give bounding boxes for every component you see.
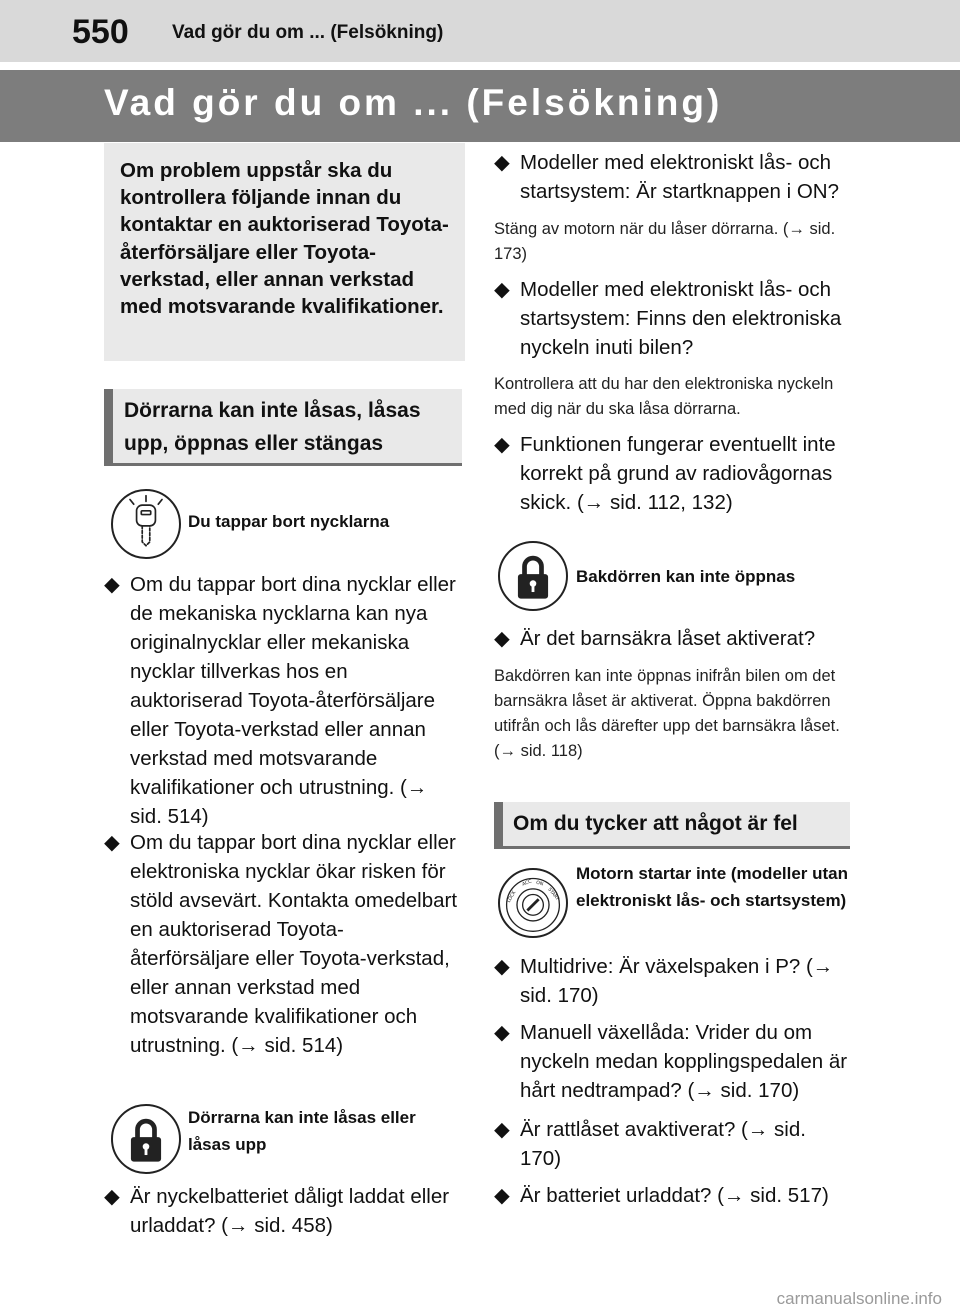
page-number: 550 <box>72 13 129 51</box>
bullet-diamond-icon: ◆ <box>494 1118 510 1141</box>
bullet-diamond-icon: ◆ <box>104 573 120 596</box>
note-text: Bakdörren kan inte öppnas inifrån bilen om det barnsäkra låset är aktiverat. Öppna bakdörren utifrån och lås därefter upp det barnsäkra låset. (→ sid. 118) <box>494 667 840 760</box>
page-header-bar <box>0 0 960 62</box>
bullet-diamond-icon: ◆ <box>494 627 510 650</box>
ignition-switch-icon <box>498 868 568 938</box>
bullet-diamond-icon: ◆ <box>494 1021 510 1044</box>
watermark: carmanualsonline.info <box>776 1289 942 1308</box>
bullet-diamond-icon: ◆ <box>494 1184 510 1207</box>
subsection-back-door-label: Bakdörren kan inte öppnas <box>576 567 796 586</box>
section-heading-doors <box>104 389 462 466</box>
list-item: ◆ Om du tappar bort dina nycklar eller elektroniska nycklar ökar risken för stöld avsevärt. Kontakta omedelbart en auktoriserad Toyota-återförsäljare eller Toyota-verkstad, eller annan verkstad med motsvarande kvalifikationer och utrustning. (→ sid. 514) <box>104 828 460 1060</box>
section-heading-something-wrong-text: Om du tycker att något är fel <box>513 812 798 835</box>
list-item: ◆ Modeller med elektroniskt lås- och startsystem: Är startknappen i ON? <box>494 148 850 206</box>
bullet-diamond-icon: ◆ <box>494 433 510 456</box>
key-icon <box>111 489 181 559</box>
subsection-cannot-lock-label: Dörrarna kan inte låsas eller låsas upp <box>188 1108 416 1154</box>
running-title: Vad gör du om ... (Felsökning) <box>172 22 444 43</box>
list-item: ◆ Funktionen fungerar eventuellt inte korrekt på grund av radiovågornas skick. (→ sid. 112, 132) <box>494 430 850 517</box>
page-title: Vad gör du om ... (Felsökning) <box>104 82 723 123</box>
ignition-position-lock: LOCK <box>506 890 518 904</box>
list-item: ◆ Multidrive: Är växelspaken i P? (→ sid. 170) <box>494 952 850 1010</box>
intro-box <box>104 143 465 361</box>
bullet-diamond-icon: ◆ <box>494 955 510 978</box>
subsection-lost-keys-label: Du tappar bort nycklarna <box>188 512 390 531</box>
padlock-icon <box>498 541 568 611</box>
subsection-engine-label: Motorn startar inte (modeller utan elektroniskt lås- och startsystem) <box>576 864 849 910</box>
ignition-position-on: ON <box>535 880 544 888</box>
section-heading-doors-text: Dörrarna kan inte låsas, låsas upp, öppnas eller stängas <box>124 399 421 455</box>
section-heading-something-wrong <box>494 802 850 849</box>
ignition-position-acc: ACC <box>521 879 533 888</box>
intro-text: Om problem uppstår ska du kontrollera följande innan du kontaktar en auktoriserad Toyota-återförsäljare eller Toyota-verkstad, eller annan verkstad med motsvarande kvalifikationer. <box>120 159 449 319</box>
list-item: ◆ Är batteriet urladdat? (→ sid. 517) <box>494 1181 850 1210</box>
ignition-position-start: START <box>546 887 560 902</box>
bullet-diamond-icon: ◆ <box>104 1185 120 1208</box>
list-item: ◆ Om du tappar bort dina nycklar eller de mekaniska nycklarna kan nya originalnycklar eller mekaniska nycklar tillverkas hos en auktoriserad Toyota-återförsäljare eller Toyota-verkstad eller annan verkstad med motsvarande kvalifikationer och utrustning. (→ sid. 514) <box>104 570 460 831</box>
list-item: ◆ Är rattlåset avaktiverat? (→ sid. 170) <box>494 1115 850 1173</box>
padlock-icon <box>111 1104 181 1174</box>
note-text: Kontrollera att du har den elektroniska nyckeln med dig när du ska låsa dörrarna. <box>494 375 834 418</box>
note-text: Stäng av motorn när du låser dörrarna. (→ sid. 173) <box>494 220 836 263</box>
list-item: ◆ Manuell växellåda: Vrider du om nyckeln medan kopplingspedalen är hårt nedtrampad? (→ sid. 170) <box>494 1018 850 1105</box>
list-item: ◆ Är det barnsäkra låset aktiverat? <box>494 624 850 653</box>
list-item: ◆ Modeller med elektroniskt lås- och startsystem: Finns den elektroniska nyckeln inuti bilen? <box>494 275 850 362</box>
bullet-diamond-icon: ◆ <box>104 831 120 854</box>
bullet-diamond-icon: ◆ <box>494 278 510 301</box>
list-item: ◆ Är nyckelbatteriet dåligt laddat eller urladdat? (→ sid. 458) <box>104 1182 460 1240</box>
bullet-diamond-icon: ◆ <box>494 151 510 174</box>
